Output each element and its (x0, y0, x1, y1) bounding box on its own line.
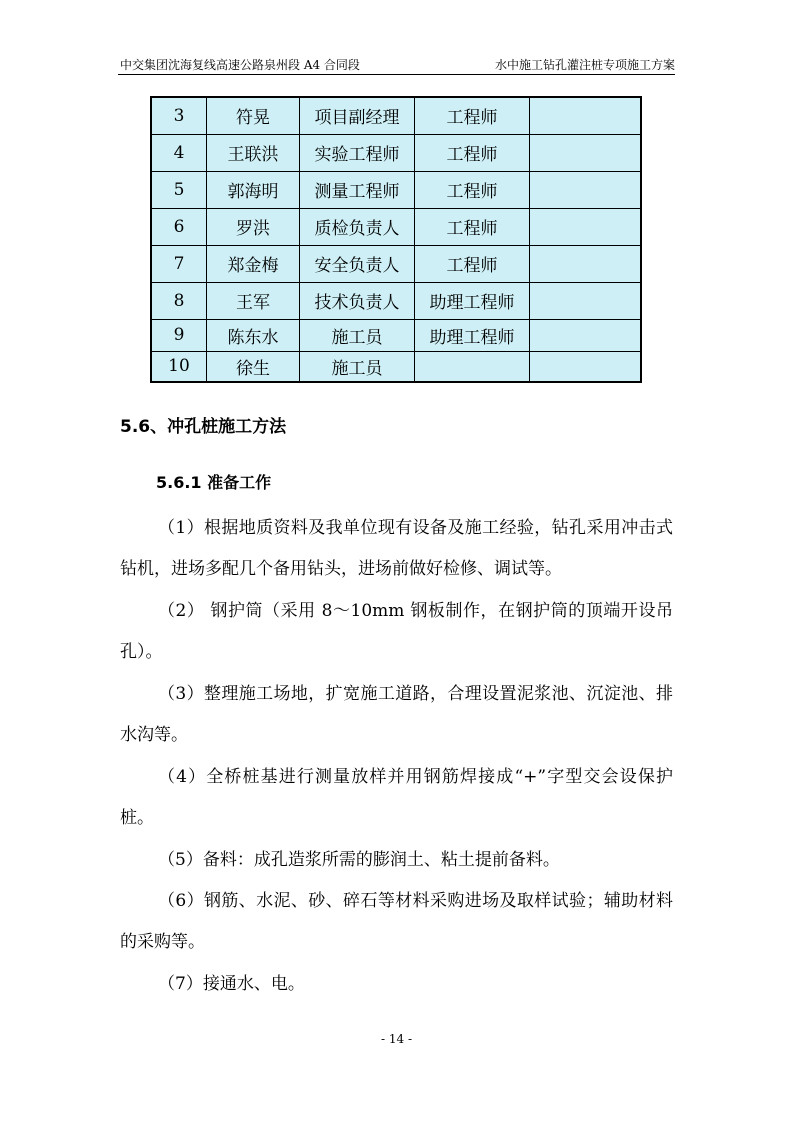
staff-remark (530, 97, 642, 134)
section-heading: 5.6、冲孔桩施工方法 (120, 417, 287, 437)
staff-name: 罗洪 (207, 208, 300, 245)
row-number: 8 (151, 282, 207, 319)
staff-remark (530, 245, 642, 282)
staff-title: 助理工程师 (415, 319, 530, 351)
paragraph: （6）钢筋、水泥、砂、碎石等材料采购进场及取样试验；辅助材料的采购等。 (120, 891, 673, 952)
row-number: 3 (151, 97, 207, 134)
table-row (151, 351, 641, 382)
row-number: 7 (151, 245, 207, 282)
staff-remark (530, 134, 642, 171)
staff-position: 实验工程师 (300, 134, 415, 171)
table-row (151, 208, 641, 245)
row-number: 9 (151, 319, 207, 351)
staff-title: 助理工程师 (415, 282, 530, 319)
header-project-name: 中交集团沈海复线高速公路泉州段 A4 合同段 (120, 58, 360, 72)
staff-title: 工程师 (415, 245, 530, 282)
staff-name: 郑金梅 (207, 245, 300, 282)
row-number: 6 (151, 208, 207, 245)
row-number: 4 (151, 134, 207, 171)
staff-title: 工程师 (415, 134, 530, 171)
staff-position: 测量工程师 (300, 171, 415, 208)
staff-position: 技术负责人 (300, 282, 415, 319)
staff-title: 工程师 (415, 97, 530, 134)
staff-name: 郭海明 (207, 171, 300, 208)
paragraph: （5）备料：成孔造浆所需的膨润土、粘土提前备料。 (158, 850, 560, 870)
row-number: 10 (151, 351, 207, 382)
table-row (151, 282, 641, 319)
staff-position: 质检负责人 (300, 208, 415, 245)
staff-title (415, 351, 530, 382)
table-row (151, 171, 641, 208)
staff-title: 工程师 (415, 171, 530, 208)
staff-position: 施工员 (300, 319, 415, 351)
staff-name: 符晃 (207, 97, 300, 134)
staff-position: 施工员 (300, 351, 415, 382)
page-number: - 14 - (380, 1032, 412, 1046)
paragraph: （4）全桥桩基进行测量放样并用钢筋焊接成“+”字型交会设保护桩。 (120, 767, 673, 828)
header-document-title: 水中施工钻孔灌注桩专项施工方案 (494, 58, 675, 72)
table-row (151, 319, 641, 351)
paragraph: （7）接通水、电。 (158, 974, 305, 994)
staff-remark (530, 319, 642, 351)
paragraph: （1）根据地质资料及我单位现有设备及施工经验，钻孔采用冲击式钻机，进场多配几个备用钻头，进场前做好检修、调试等。 (120, 518, 673, 579)
paragraph: （3）整理施工场地，扩宽施工道路，合理设置泥浆池、沉淀池、排水沟等。 (120, 684, 673, 745)
staff-remark (530, 171, 642, 208)
paragraph: （2） 钢护筒（采用 8～10mm 钢板制作，在钢护筒的顶端开设吊孔）。 (120, 601, 673, 662)
staff-name: 陈东水 (207, 319, 300, 351)
staff-table (150, 96, 642, 383)
staff-remark (530, 282, 642, 319)
page-header (118, 54, 675, 75)
staff-position: 项目副经理 (300, 97, 415, 134)
staff-name: 王军 (207, 282, 300, 319)
staff-remark (530, 351, 642, 382)
staff-remark (530, 208, 642, 245)
table-row (151, 97, 641, 134)
staff-title: 工程师 (415, 208, 530, 245)
table-row (151, 245, 641, 282)
staff-name: 徐生 (207, 351, 300, 382)
subsection-heading: 5.6.1 准备工作 (156, 473, 272, 492)
staff-position: 安全负责人 (300, 245, 415, 282)
staff-name: 王联洪 (207, 134, 300, 171)
table-row (151, 134, 641, 171)
row-number: 5 (151, 171, 207, 208)
